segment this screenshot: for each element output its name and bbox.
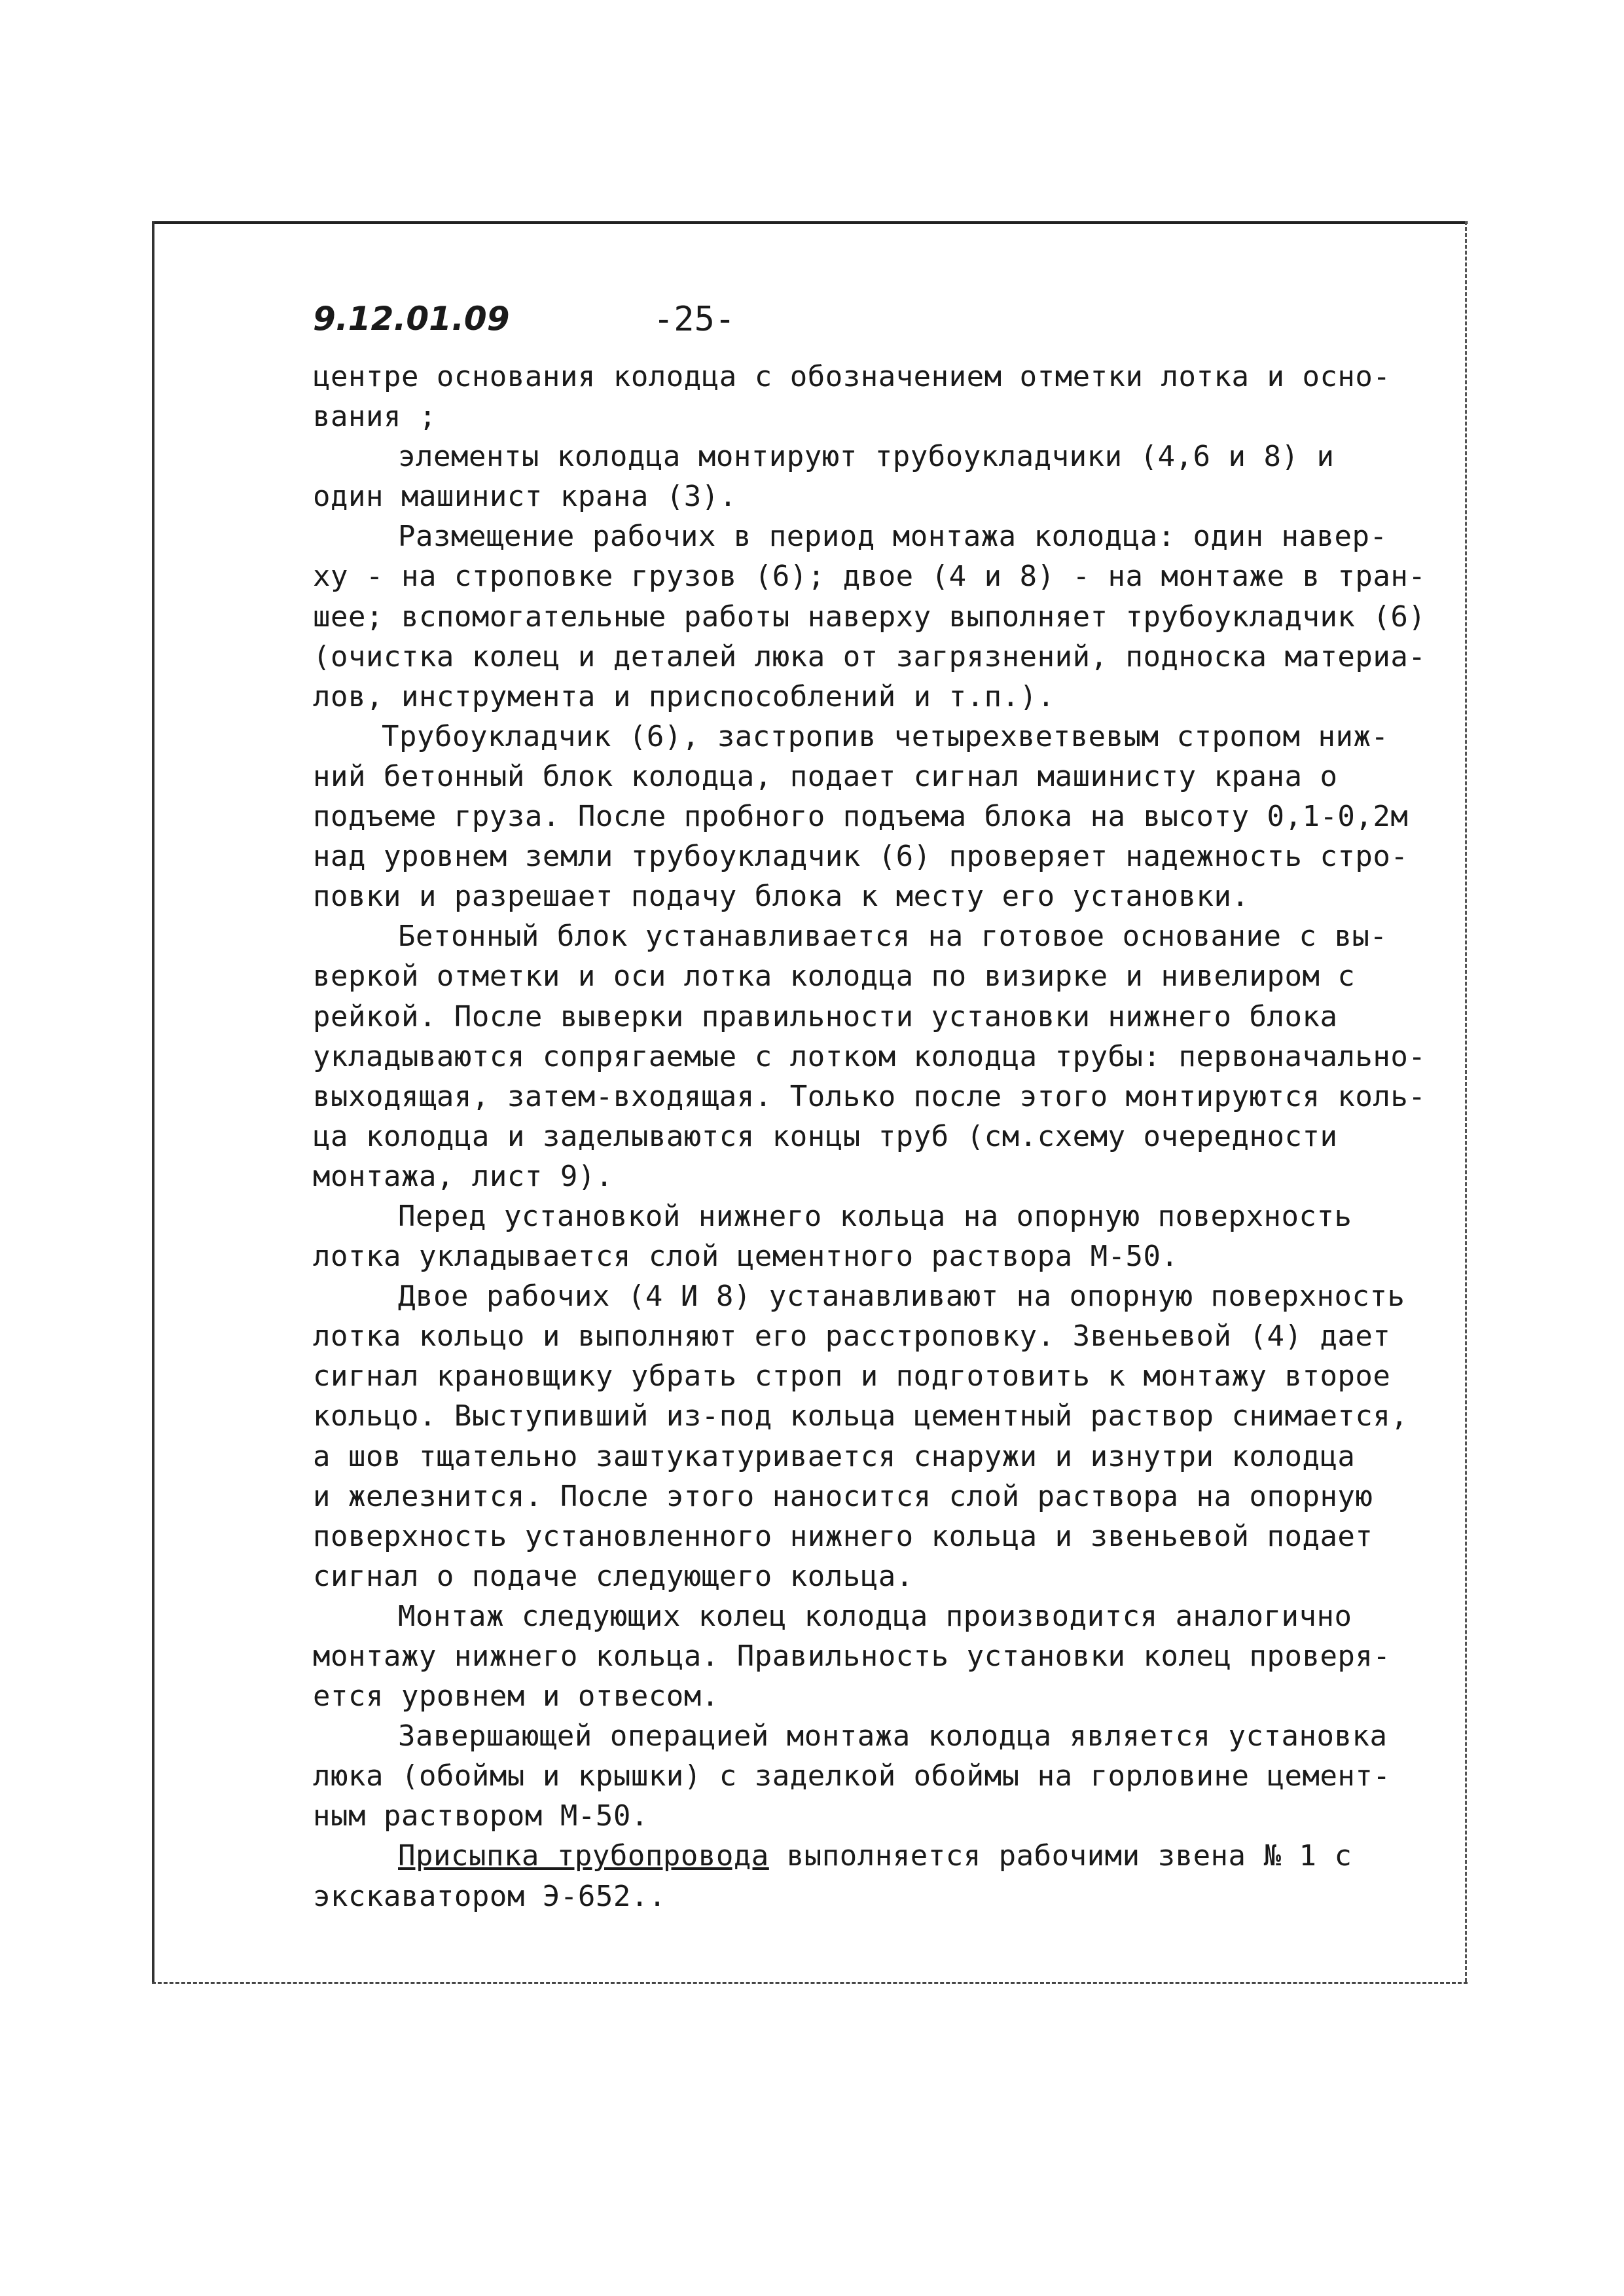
text-line: выходящая, затем-входящая. Только после этого монтируются коль- xyxy=(313,1079,1426,1113)
text-line: центре основания колодца с обозначением отметки лотка и осно- xyxy=(313,360,1391,393)
text-line: ется уровнем и отвесом. xyxy=(313,1679,719,1713)
text-line: ху - на строповке грузов (6); двое (4 и 8) - на монтаже в тран- xyxy=(313,560,1426,594)
text-line: ным раствором М-50. xyxy=(313,1799,649,1833)
text-line: кольцо. Выступивший из-под кольца цементный раствор снимается, xyxy=(313,1399,1409,1433)
text-line: (очистка колец и деталей люка от загрязнений, подноска материа- xyxy=(313,639,1426,673)
page-frame-bottom xyxy=(152,1982,1468,1984)
text-line: повки и разрешает подачу блока к месту его установки. xyxy=(313,880,1250,914)
page-frame-left xyxy=(152,221,154,1982)
text-line: шее; вспомогательные работы наверху выполняет трубоукладчик (6) xyxy=(313,600,1426,634)
paragraph-start: Бетонный блок устанавливается на готовое основание с вы- xyxy=(398,920,1388,954)
final-paragraph-text: выполняется рабочими звена № 1 с xyxy=(768,1839,1352,1873)
text-line: а шов тщательно заштукатуривается снаружи и изнутри колодца xyxy=(313,1439,1356,1473)
text-line: монтажа, лист 9). xyxy=(313,1159,613,1193)
text-line: сигнал крановщику убрать строп и подготовить к монтажу второе xyxy=(313,1359,1391,1393)
text-line: один машинист крана (3). xyxy=(313,480,737,514)
text-line: сигнал о подаче следующего кольца. xyxy=(313,1559,914,1593)
text-line: веркой отметки и оси лотка колодца по визирке и нивелиром с xyxy=(313,960,1356,994)
underlined-heading: Присыпка трубопровода xyxy=(398,1839,769,1873)
text-line: укладываются сопрягаемые с лотком колодца трубы: первоначально- xyxy=(313,1039,1426,1073)
text-line: ний бетонный блок колодца, подает сигнал машинисту крана о xyxy=(313,759,1338,793)
final-paragraph-start xyxy=(313,1836,1413,1876)
text-line: монтажу нижнего кольца. Правильность установки колец проверя- xyxy=(313,1640,1391,1673)
paragraph-start: Размещение рабочих в период монтажа колодца: один навер- xyxy=(398,520,1388,554)
document-code: 9.12.01.09 xyxy=(313,300,510,338)
page-frame-right xyxy=(1465,221,1467,1982)
page-frame-top xyxy=(152,221,1468,224)
text-line: над уровнем земли трубоукладчик (6) проверяет надежность стро- xyxy=(313,840,1409,874)
paragraph-start: элементы колодца монтируют трубоукладчики (4,6 и 8) и xyxy=(398,440,1335,474)
text-line: лотка кольцо и выполняют его расстроповку. Звеньевой (4) дает xyxy=(313,1319,1391,1354)
text-line: лотка укладывается слой цементного раствора М-50. xyxy=(313,1240,1179,1274)
paragraph-start: Перед установкой нижнего кольца на опорную поверхность xyxy=(398,1199,1352,1233)
text-line: лов, инструмента и приспособлений и т.п.). xyxy=(313,679,1055,713)
paragraph-start: Завершающей операцией монтажа колодца является установка xyxy=(398,1719,1388,1753)
paragraph-start: Трубоукладчик (6), застропив четырехветвевым стропом ниж- xyxy=(382,719,1389,753)
text-line: люка (обоймы и крышки) с заделкой обоймы на горловине цемент- xyxy=(313,1759,1391,1793)
text-line: поверхность установленного нижнего кольца и звеньевой подает xyxy=(313,1519,1373,1553)
text-line: рейкой. После выверки правильности установки нижнего блока xyxy=(313,999,1338,1033)
paragraph-start: Двое рабочих (4 И 8) устанавливают на опорную поверхность xyxy=(398,1280,1405,1314)
text-line: вания ; xyxy=(313,400,437,434)
text-line: и железнится. После этого наносится слой раствора на опорную xyxy=(313,1479,1373,1513)
page-number: -25- xyxy=(653,300,736,339)
text-line: экскаватором Э-652.. xyxy=(313,1879,666,1913)
text-line: ца колодца и заделываются концы труб (см.схему очередности xyxy=(313,1119,1338,1153)
document-body xyxy=(313,357,1426,1916)
paragraph-start: Монтаж следующих колец колодца производится аналогично xyxy=(398,1599,1352,1633)
text-line: подъеме груза. После пробного подъема блока на высоту 0,1-0,2м xyxy=(313,800,1409,834)
